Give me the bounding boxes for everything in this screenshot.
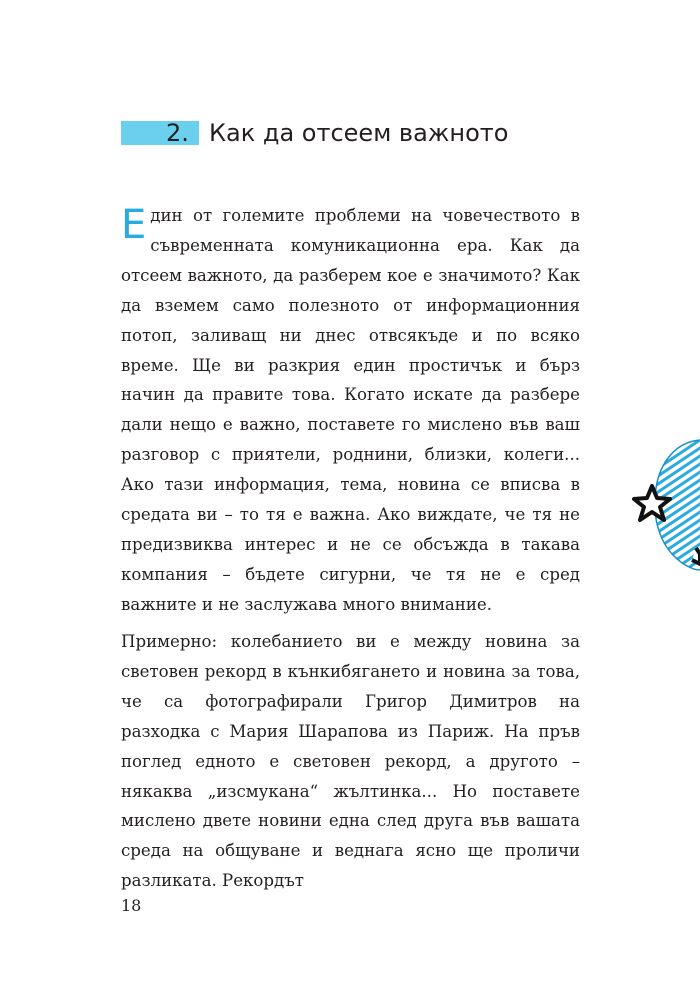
paragraph-1 bbox=[121, 201, 580, 620]
chapter-number: 2. bbox=[166, 119, 189, 147]
chapter-title: Как да отсеем важното bbox=[209, 119, 509, 147]
paragraph-2: Примерно: колебанието ви е между новина за световен рекорд в кънкибягането и новина за това, че са фотографирали Григор Димитров на разходка с Мария Шарапова из Париж. На пръв поглед едното е световен рекорд, а другото – някаква „изсмукана“ жълтинка... Но поставете мислено двете новини една след друга във вашата среда на общуване и веднага ясно ще проличи разликата. Рекордът bbox=[121, 632, 580, 891]
drop-cap: Е bbox=[121, 202, 147, 248]
page-number: 18 bbox=[121, 896, 142, 915]
paragraph-1-text: дин от големите проблеми на човечеството в съвременната комуникационна ера. Как да отсеем важното, да разберем кое е значимото? Как да вземем само полезното от информационния потоп, заливащ ни днес отвсякъде и по всяко време. Ще ви разкрия един простичък и бърз начин да правите това. Когато искате да разбере дали нещо е важно, поставете го мислено във ваш разговор с приятели, роднини, близки, колеги... Ако тази информация, тема, новина се вписва в средата ви – то тя е важна. Ако виждате, че тя не предизвиква интерес и не се обсъжда в такава компания – бъдете сигурни, че тя не е сред важните и не заслужава много внимание. bbox=[121, 206, 580, 614]
scribble-star-decoration bbox=[626, 436, 700, 576]
